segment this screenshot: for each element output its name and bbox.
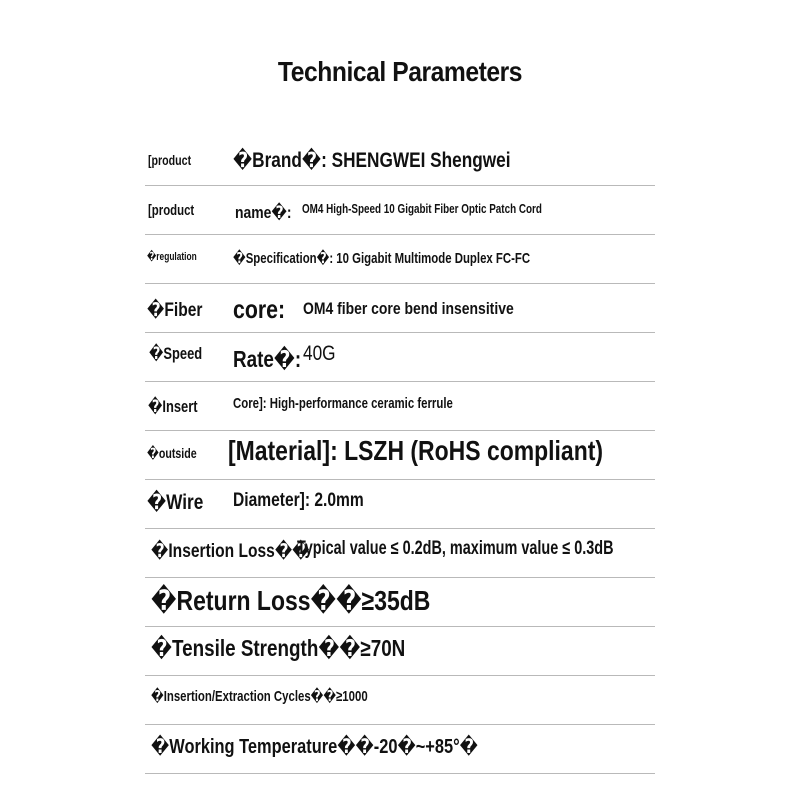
param-value: OM4 High-Speed 10 Gigabit Fiber Optic Patch Cord (302, 201, 542, 216)
param-row-specification (145, 234, 655, 284)
param-row-speed-rate (145, 332, 655, 382)
param-row-working-temperature (145, 724, 655, 774)
param-row-insertion-cycles (145, 675, 655, 725)
param-row-wire-diameter (145, 479, 655, 529)
param-value-key: Rate�: (233, 346, 302, 372)
param-row-insertion-loss (145, 528, 655, 578)
param-row-brand (145, 136, 655, 186)
param-label: �outside (147, 445, 197, 461)
param-label: [product (148, 202, 195, 219)
param-label: �Wire (147, 491, 204, 514)
param-value: [Material]: LSZH (RoHS compliant) (228, 435, 604, 466)
param-value: �Brand�: SHENGWEI Shengwei (233, 149, 511, 172)
param-value: 40G (303, 342, 336, 365)
param-row-fiber-core (145, 283, 655, 333)
param-row-return-loss (145, 577, 655, 627)
param-value: Typical value ≤ 0.2dB, maximum value ≤ 0.3dB (297, 538, 614, 559)
param-row-product-name (145, 185, 655, 235)
param-label: �Insert (148, 397, 198, 416)
param-value-key: name�: (235, 203, 292, 222)
page-title: Technical Parameters (277, 56, 523, 87)
param-value: Diameter]: 2.0mm (233, 490, 364, 511)
param-label: �Return Loss��≥35dB (151, 585, 431, 616)
param-row-insert-core (145, 381, 655, 431)
param-label: �Insertion/Extraction Cycles��≥1000 (151, 688, 368, 705)
param-label: �regulation (147, 251, 197, 263)
param-label: �Fiber (147, 300, 203, 321)
param-label: �Speed (149, 344, 203, 363)
param-row-outside-material (145, 430, 655, 480)
param-row-tensile-strength (145, 626, 655, 676)
param-value-key: core: (233, 294, 286, 324)
param-label: �Insertion Loss�� (151, 541, 310, 562)
param-label: �Tensile Strength��≥70N (151, 635, 406, 661)
param-value: OM4 fiber core bend insensitive (303, 299, 514, 318)
param-label: �Working Temperature��-20�~+85°� (151, 736, 478, 758)
param-value: �Specification�: 10 Gigabit Multimode Duplex FC-FC (233, 250, 531, 267)
param-value: Core]: High-performance ceramic ferrule (233, 395, 453, 412)
param-label: [product (148, 152, 192, 168)
